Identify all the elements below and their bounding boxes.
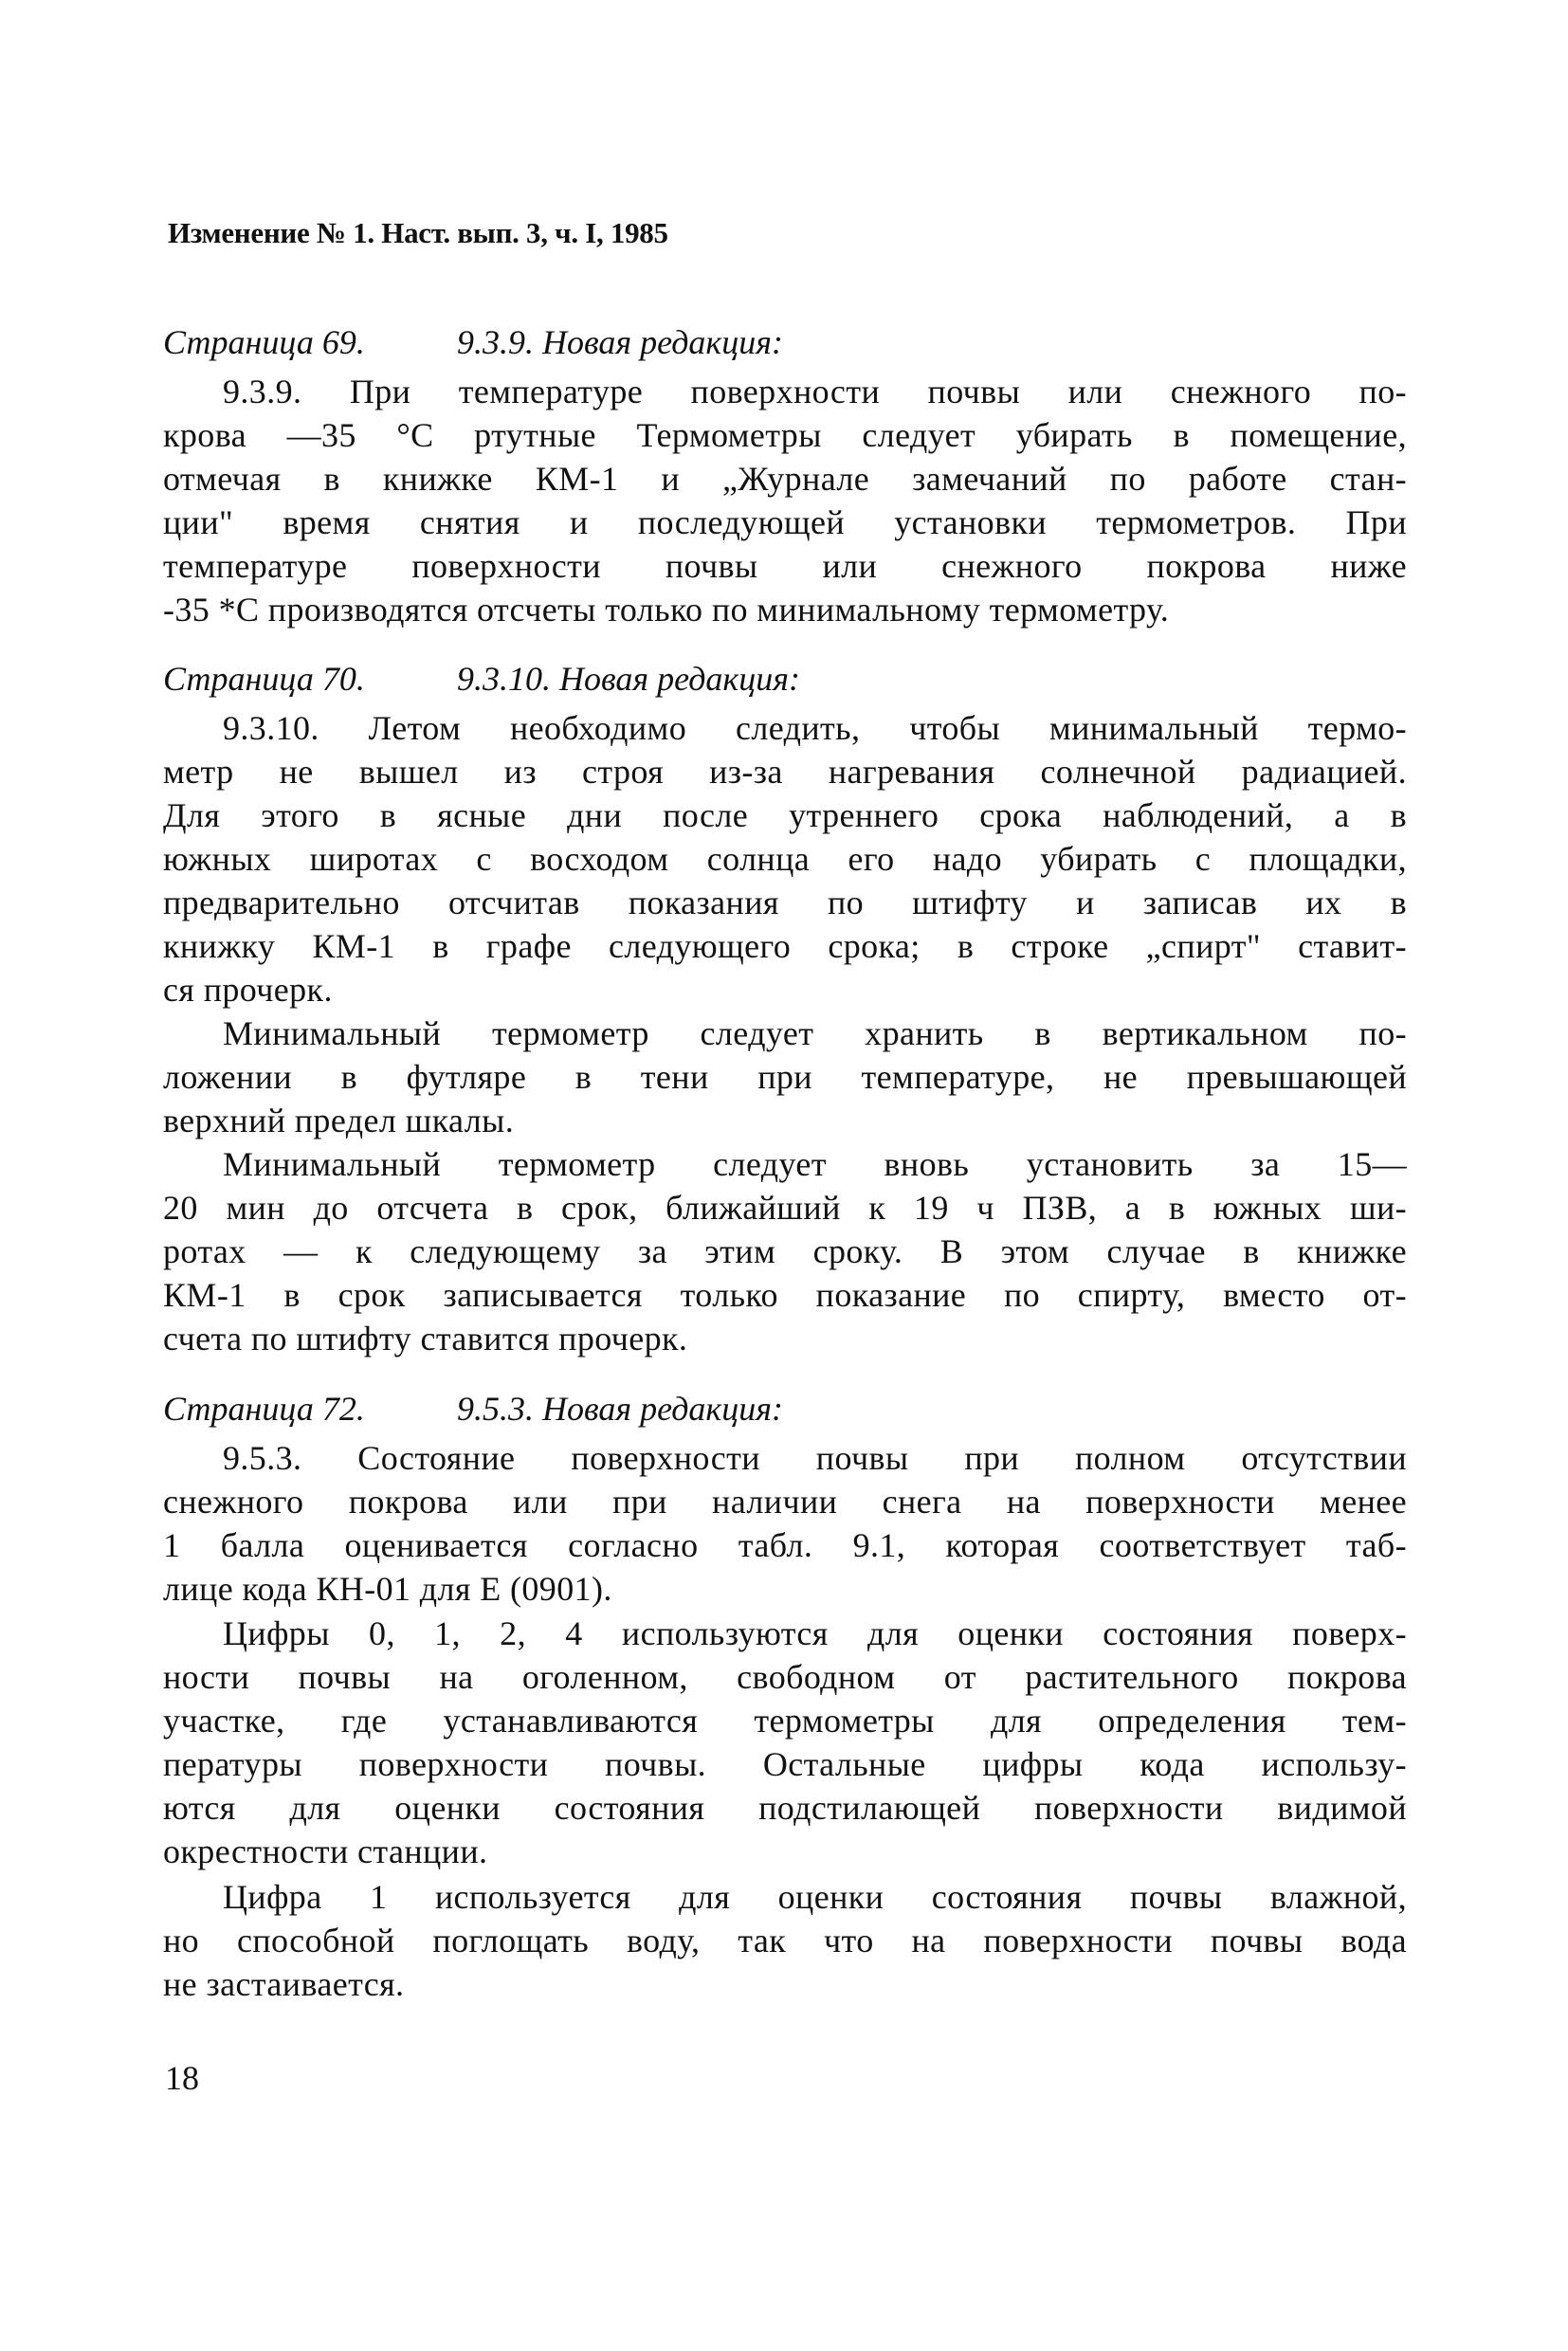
paragraph-line: 20 мин до отсчета в срок, ближайший к 19 ч ПЗВ, а в южных ши- [163,1189,1407,1227]
paragraph-minimal-thermometer-reinstall [163,1142,1407,1360]
paragraph-line: крова —35 °С ртутные Термометры следует убирать в помещение, [163,416,1407,454]
paragraph-line: 1 балла оценивается согласно табл. 9.1, которая соответствует таб- [163,1526,1407,1564]
paragraph-9-5-3 [163,1436,1407,1611]
paragraph-line: южных широтах с восходом солнца его надо убирать с площадки, [163,840,1407,878]
section-heading-page-72 [163,1389,783,1429]
paragraph-line: 9.3.10. Летом необходимо следить, чтобы минимальный термо- [223,709,1407,747]
section-clause: 9.5.3. Новая редакция: [457,1390,783,1428]
paragraph-line: счета по штифту ставится прочерк. [163,1320,688,1358]
paragraph-line: ции" время снятия и последующей установки термометров. При [163,503,1407,541]
section-clause: 9.3.10. Новая редакция: [457,660,800,698]
section-heading-page-70 [163,659,800,699]
paragraph-line: Для этого в ясные дни после утреннего срока наблюдений, а в [163,796,1407,834]
paragraph-line: ся прочерк. [163,971,333,1009]
paragraph-minimal-thermometer-storage [163,1011,1407,1142]
paragraph-line: метр не вышел из строя из-за нагревания солнечной радиацией. [163,753,1407,791]
paragraph-line: Цифры 0, 1, 2, 4 используются для оценки состояния поверх- [223,1614,1407,1652]
paragraph-line: книжку КМ-1 в графе следующего срока; в строке „спирт" ставит- [163,927,1407,965]
paragraph-line: снежного покрова или при наличии снега на поверхности менее [163,1483,1407,1521]
paragraph-line: ложении в футляре в тени при температуре, не превышающей [163,1058,1407,1096]
section-page-ref: Страница 72. [163,1390,365,1428]
paragraph-line: КМ-1 в срок записывается только показание по спирту, вместо от- [163,1276,1407,1314]
paragraph-line: 9.5.3. Состояние поверхности почвы при полном отсутствии [223,1439,1407,1477]
paragraph-line: Минимальный термометр следует вновь установить за 15— [223,1145,1407,1183]
paragraph-line: Минимальный термометр следует хранить в вертикальном по- [223,1014,1407,1052]
paragraph-line: температуре поверхности почвы или снежного покрова ниже [163,547,1407,585]
paragraph-line: отмечая в книжке КМ-1 и „Журнале замечаний по работе стан- [163,460,1407,498]
paragraph-line: ротах — к следующему за этим сроку. В этом случае в книжке [163,1232,1407,1270]
paragraph-line: участке, где устанавливаются термометры для определения тем- [163,1702,1407,1740]
paragraph-line: ности почвы на оголенном, свободном от растительного покрова [163,1658,1407,1696]
paragraph-line: -35 *С производятся отсчеты только по минимальному термометру. [163,591,1170,629]
document-header: Изменение № 1. Наст. вып. 3, ч. I, 1985 [168,216,668,249]
section-clause: 9.3.9. Новая редакция: [457,323,783,361]
paragraph-line: лице кода КН-01 для E (0901). [163,1570,612,1608]
paragraph-line: Цифра 1 используется для оценки состояния почвы влажной, [223,1878,1407,1916]
page-number: 18 [165,2059,199,2097]
section-heading-page-69 [163,322,783,362]
paragraph-digit-1 [163,1875,1407,2006]
section-page-ref: Страница 70. [163,660,365,698]
paragraph-line: не застаивается. [163,1965,405,2003]
paragraph-line: но способной поглощать воду, так что на поверхности почвы вода [163,1922,1407,1959]
section-page-ref: Страница 69. [163,323,365,361]
paragraph-digits-0-1-2-4 [163,1612,1407,1873]
paragraph-line: 9.3.9. При температуре поверхности почвы или снежного по- [223,373,1407,410]
paragraph-line: пературы поверхности почвы. Остальные цифры кода использу- [163,1745,1407,1783]
paragraph-line: предварительно отсчитав показания по штифту и записав их в [163,884,1407,921]
paragraph-9-3-9 [163,370,1407,631]
paragraph-line: верхний предел шкалы. [163,1102,515,1139]
paragraph-line: ются для оценки состояния подстилающей поверхности видимой [163,1789,1407,1827]
paragraph-9-3-10 [163,706,1407,1011]
paragraph-line: окрестности станции. [163,1832,488,1870]
